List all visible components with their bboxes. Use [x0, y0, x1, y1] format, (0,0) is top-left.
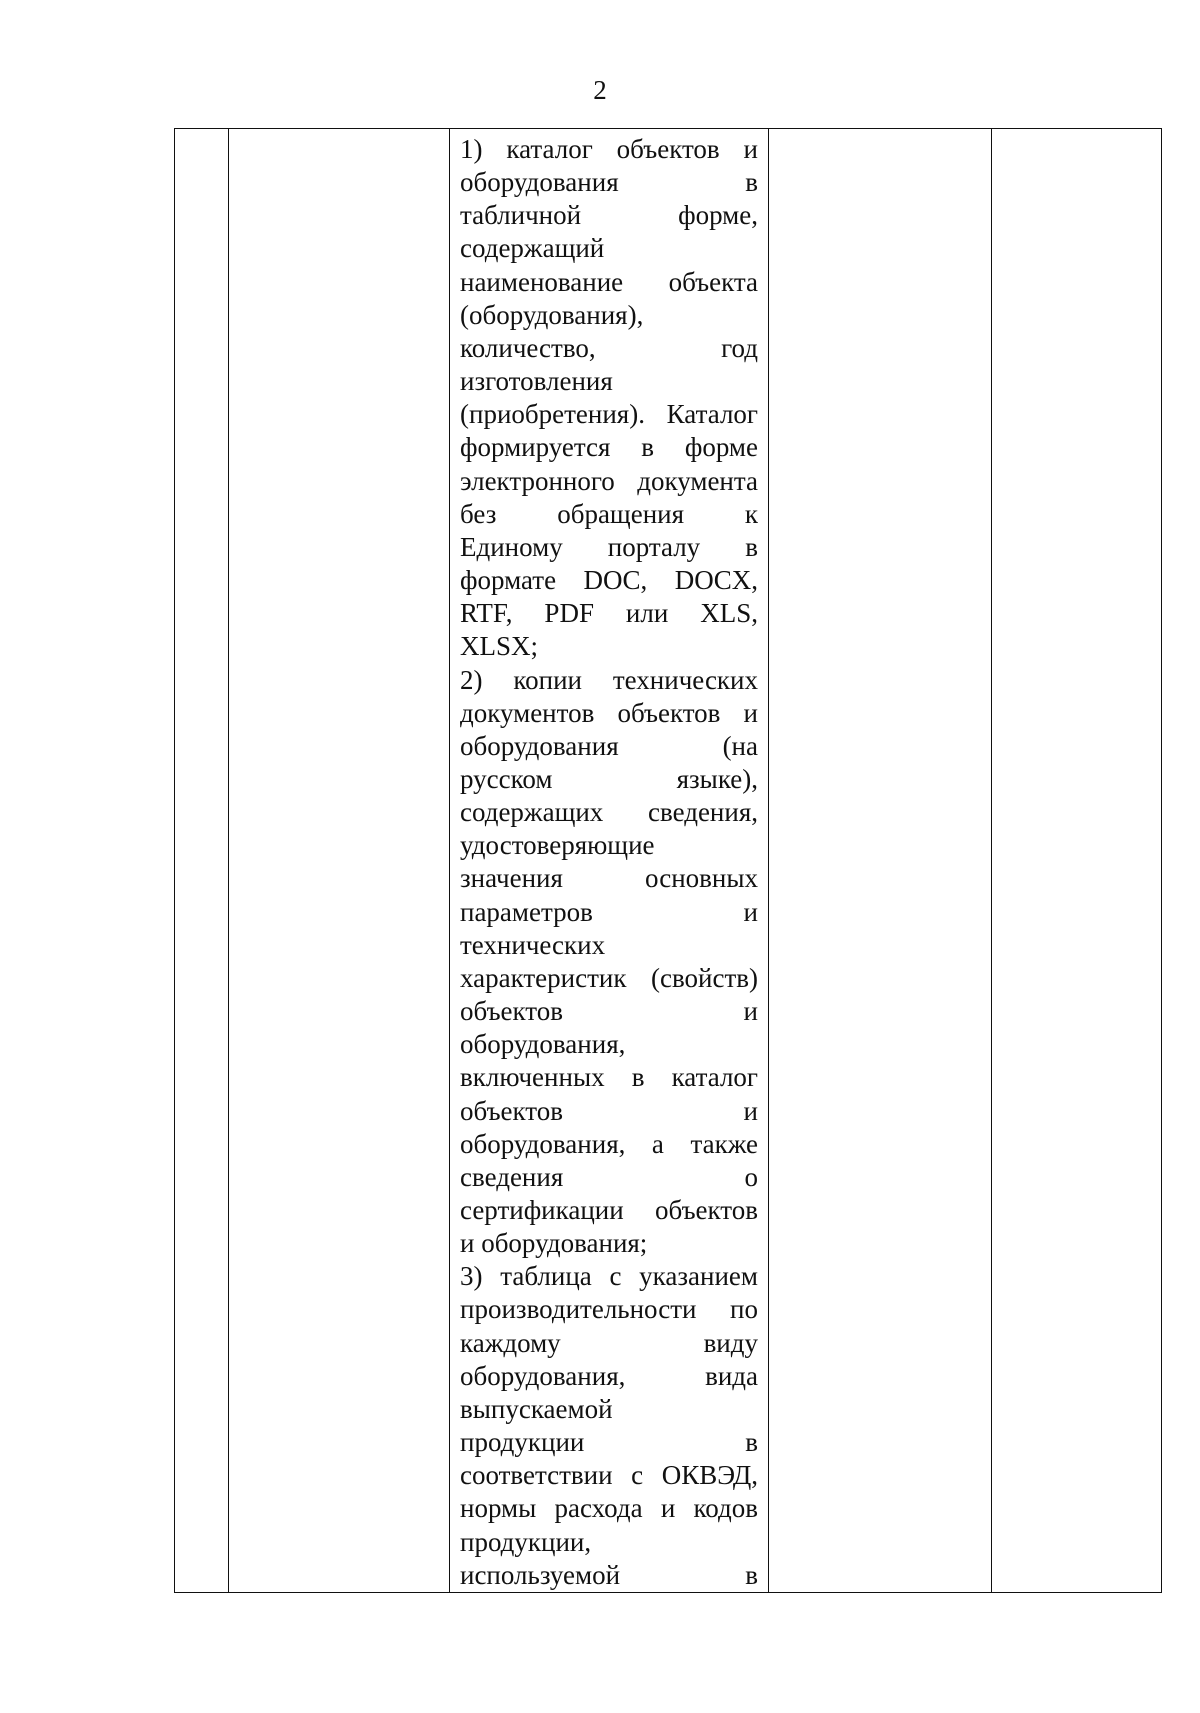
text-line: оборудования, — [460, 1029, 626, 1060]
text-line: продукции, — [460, 1526, 592, 1557]
text-line: удостоверяющие — [460, 830, 655, 861]
table-cell-col2 — [229, 129, 450, 1593]
text-line: оборудования (на — [460, 730, 758, 761]
text-line: (оборудования), — [460, 299, 644, 330]
text-line: технических — [460, 929, 606, 960]
text-line: RTF, PDF или XLS, — [460, 598, 758, 629]
text-line: 2) копии технических — [460, 664, 758, 695]
documents-list-text — [450, 129, 768, 1592]
text-line: включенных в каталог — [460, 1062, 758, 1093]
page-number: 2 — [593, 75, 607, 105]
text-line: продукции в — [460, 1427, 758, 1458]
table-cell-col1 — [175, 129, 229, 1593]
text-line: количество, год — [460, 332, 758, 363]
text-line: сведения о — [460, 1161, 758, 1192]
text-line: табличной форме, — [460, 200, 758, 231]
text-line: (приобретения). Каталог — [460, 399, 758, 430]
text-line: оборудования в — [460, 167, 758, 198]
text-line: характеристик (свойств) — [460, 962, 758, 993]
text-line: и оборудования; — [460, 1228, 648, 1259]
text-line: параметров и — [460, 896, 758, 927]
text-line: оборудования, вида — [460, 1360, 758, 1391]
text-line: сертификации объектов — [460, 1195, 758, 1225]
text-line: наименование объекта — [460, 266, 758, 297]
text-line: Единому порталу в — [460, 531, 758, 562]
text-line: оборудования, а также — [460, 1128, 758, 1159]
text-line: русском языке), — [460, 763, 758, 794]
text-line: документов объектов и — [460, 697, 758, 728]
text-line: изготовления — [460, 366, 613, 397]
text-line: значения основных — [460, 863, 758, 894]
table-cell-col4 — [769, 129, 992, 1593]
text-line: содержащих сведения, — [460, 797, 758, 828]
requirements-table — [174, 128, 1162, 1593]
table-row — [175, 129, 1162, 1593]
table-cell-documents-list — [450, 129, 769, 1593]
text-line: формате DOC, DOCX, — [460, 565, 758, 596]
text-line: электронного документа — [460, 465, 758, 496]
text-line: объектов и — [460, 996, 758, 1027]
text-line: формируется в форме — [460, 432, 758, 463]
text-line: производительности по — [460, 1294, 758, 1325]
text-line: используемой в — [460, 1559, 758, 1590]
text-line: объектов и — [460, 1095, 758, 1126]
text-line: XLSX; — [460, 631, 539, 662]
text-line: содержащий — [460, 233, 605, 264]
text-line: соответствии с ОКВЭД, — [460, 1460, 758, 1491]
text-line: 1) каталог объектов и — [460, 134, 758, 164]
table-cell-col5 — [992, 129, 1162, 1593]
text-line: каждому виду — [460, 1327, 758, 1358]
text-line: 3) таблица с указанием — [460, 1261, 758, 1292]
text-line: выпускаемой — [460, 1393, 613, 1424]
text-line: нормы расхода и кодов — [460, 1493, 758, 1524]
text-line: без обращения к — [460, 498, 758, 529]
